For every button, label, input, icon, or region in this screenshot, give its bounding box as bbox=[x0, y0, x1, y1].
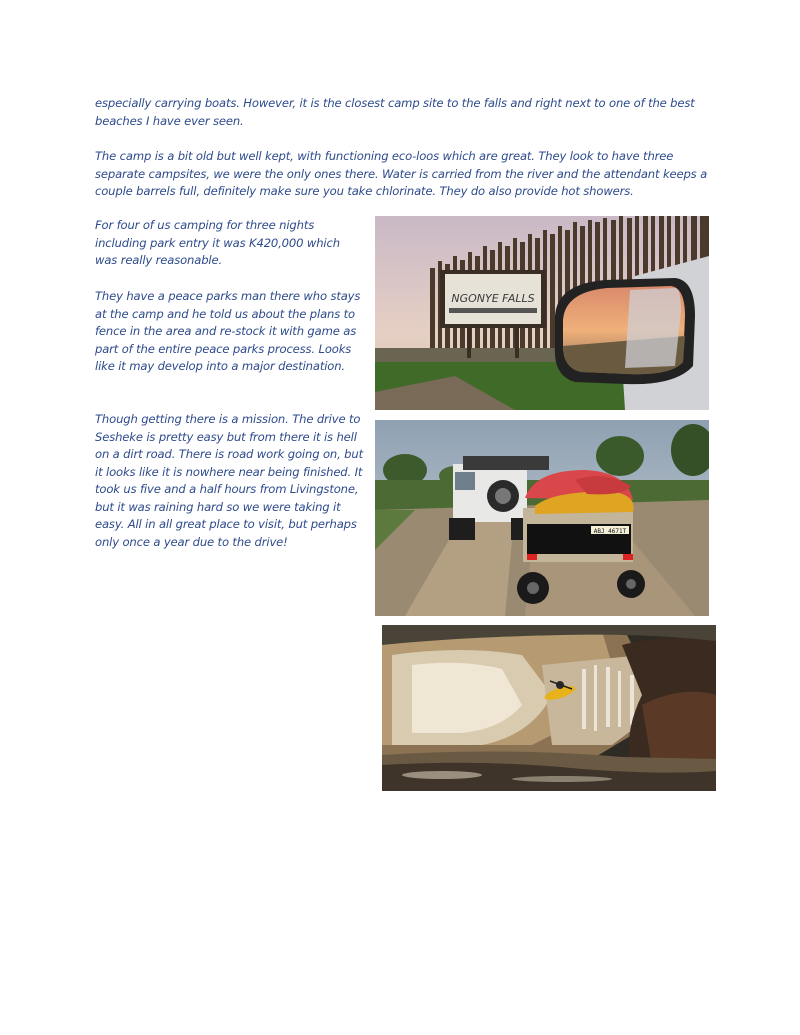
paragraph-peace-parks: They have a peace parks man there who stays at the camp and he told us about the plans to fence in the area and re-stock it with game as part of the entire peace parks process. Looks like it may develop into a major destination. bbox=[95, 289, 361, 373]
waterfall-photo-illustration bbox=[382, 625, 716, 791]
paragraph-getting-there: Though getting there is a mission. The drive to Sesheke is pretty easy but from there it is hell on a dirt road. There is road work going on, but it looks like it is nowhere near being finished. It took us five and a half hours from Livingstone, but it was raining hard so we were taking it easy. All in all great place to visit, but perhaps only once a year due to the drive! bbox=[95, 412, 363, 549]
sign-text: NGONYE FALLS bbox=[451, 292, 535, 305]
vehicle-photo-illustration bbox=[375, 420, 709, 616]
sign-photo-illustration bbox=[375, 216, 709, 410]
paragraph-camping-cost: For four of us camping for three nights including park entry it was K420,000 which was really reasonable. bbox=[95, 218, 340, 267]
paragraph-camp-facilities: The camp is a bit old but well kept, with functioning eco-loos which are great. They look to have three separate campsites, we were the only ones there. Water is carried from the river and the attendant keeps a couple barrels full, definitely make sure you take chlorinate. They do also provide hot showers. bbox=[95, 149, 708, 198]
photo-ngonye-falls-sign bbox=[375, 216, 709, 410]
photo-kayak-waterfall bbox=[382, 625, 716, 791]
photo-vehicle-with-trailer bbox=[375, 420, 709, 616]
paragraph-camp-location: especially carrying boats. However, it is the closest camp site to the falls and right next to one of the best beaches I have ever seen. bbox=[95, 96, 695, 128]
trailer-plate-text: ABJ 4671T bbox=[593, 528, 627, 535]
